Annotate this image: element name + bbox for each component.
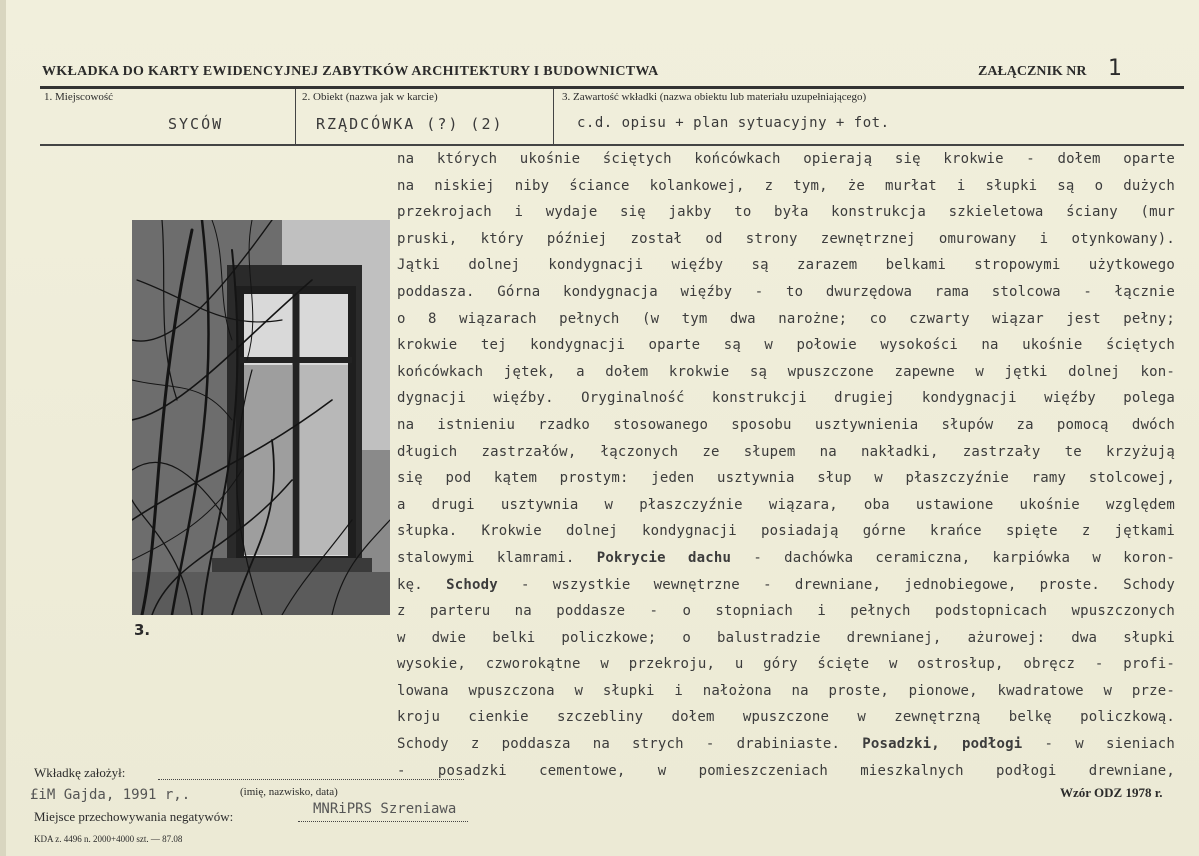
text-segment: pruski, który później został od strony zewnętrznej omurowany i otynkowany).: [397, 230, 1175, 247]
text-segment: Jątki dolnej kondygnacji więźby są zarazem belkami stropowymi użytkowego: [397, 257, 1175, 274]
text-line: [397, 146, 1175, 173]
pattern-label: Wzór ODZ 1978 r.: [1060, 785, 1163, 800]
field-divider: [295, 89, 296, 144]
founded-label: Wkładkę założył:: [34, 765, 126, 780]
text-line: [397, 439, 1175, 466]
content-label: 3. Zawartość wkładki (nazwa obiektu lub materiału uzupełniającego): [562, 91, 867, 103]
text-segment: - wszystkie wewnętrzne - drewniane, jednobiegowe, proste. Schody: [497, 576, 1176, 593]
text-segment: - dachówka ceramiczna, karpiówka w koron-: [731, 549, 1175, 566]
attachment-label: ZAŁĄCZNIK NR: [978, 64, 1087, 79]
text-line: [397, 598, 1175, 625]
content-value: c.d. opisu + plan sytuacyjny + fot.: [577, 115, 890, 131]
text-segment: dygnacji więźby. Oryginalność konstrukcji drugiej kondygnacji więźby polega: [397, 390, 1175, 407]
text-line: [397, 704, 1175, 731]
text-line: [397, 252, 1175, 279]
field-divider: [553, 89, 554, 144]
text-segment: o 8 wiązarach pełnych (w tym dwa narożne; co czwarty wiązar jest pełny;: [397, 310, 1175, 327]
locality-value: SYCÓW: [168, 115, 224, 133]
text-segment: w dwie belki policzkowe; o balustradzie drewnianej, ażurowej: dwa słupki: [397, 629, 1175, 646]
text-line: [397, 625, 1175, 652]
text-line: [397, 412, 1175, 439]
storage-label: Miejsce przechowywania negatywów:: [34, 809, 234, 824]
text-segment: - w sieniach: [1022, 736, 1175, 753]
text-line: [397, 678, 1175, 705]
object-label: 2. Obiekt (nazwa jak w karcie): [302, 91, 438, 103]
text-line: [397, 545, 1175, 572]
founded-value: £iM Gajda, 1991 r,.: [30, 787, 191, 803]
text-segment: długich zastrzałów, łączonych ze słupem na nakładki, zastrzały te krzyżują: [397, 443, 1175, 460]
section-heading: Pokrycie dachu: [596, 549, 732, 566]
text-segment: a drugi usztywnia w płaszczyźnie wiązara, oba ustawione ukośnie względem: [397, 496, 1175, 513]
text-line: [397, 279, 1175, 306]
text-segment: wysokie, czworokątne w przekroju, u góry ścięte w ostrosłup, obręcz - profi-: [397, 656, 1175, 673]
text-segment: na których ukośnie ściętych końcówkach opierają się krokwie - dołem oparte: [397, 151, 1175, 167]
attachment-number: 1: [1108, 56, 1122, 81]
text-line: [397, 173, 1175, 200]
header-rule: [40, 86, 1184, 89]
text-line: [397, 492, 1175, 519]
text-line: [397, 465, 1175, 492]
text-segment: na niskiej niby ściance kolankowej, z tym, że murłat i słupki są o dużych: [397, 177, 1175, 194]
building-window-photo: [132, 220, 390, 615]
description-text: [397, 146, 1175, 784]
text-line: [397, 306, 1175, 333]
locality-label: 1. Miejscowość: [44, 91, 114, 103]
text-segment: na istnieniu rzadko stosowanego sposobu usztywnienia słupów za pomocą dwóch: [397, 416, 1175, 433]
form-title: WKŁADKA DO KARTY EWIDENCYJNEJ ZABYTKÓW ARCHITEKTURY I BUDOWNICTWA: [42, 64, 659, 79]
text-line: [397, 199, 1175, 226]
text-line: [397, 385, 1175, 412]
founded-line: [158, 779, 464, 780]
text-segment: słupka. Krokwie dolnej kondygnacji posiadają górne krańce spięte z jętkami: [397, 523, 1175, 540]
text-line: [397, 758, 1175, 785]
text-segment: kroju cienkie szczebliny dołem wpuszczone w zewnętrzną belkę policzkową.: [397, 709, 1175, 726]
text-segment: się pod kątem prostym: jeden usztywnia słup w płaszczyźnie ramy stolcowej,: [397, 470, 1175, 487]
text-segment: końcówkach jętek, a dołem krokwie są wpuszczone zapewne w jętki dolnej kon-: [397, 363, 1175, 380]
storage-line: [298, 821, 468, 822]
text-line: [397, 572, 1175, 599]
photo-number: 3.: [134, 621, 151, 639]
print-info: KDA z. 4496 n. 2000+4000 szt. — 87.08: [34, 834, 183, 844]
text-segment: - posadzki cementowe, w pomieszczeniach mieszkalnych podłogi drewniane,: [397, 762, 1175, 779]
text-segment: stalowymi klamrami.: [397, 549, 597, 566]
text-line: [397, 651, 1175, 678]
section-heading: Posadzki, podłogi: [862, 736, 1023, 753]
storage-value: MNRiPRS Szreniawa: [313, 801, 457, 817]
text-line: [397, 731, 1175, 758]
text-segment: kę.: [397, 576, 447, 593]
text-segment: krokwie tej kondygnacji oparte są w połowie wysokości na ukośnie ściętych: [397, 337, 1175, 354]
text-segment: przekrojach i wydaje się jakby to była konstrukcja szkieletowa ściany (mur: [397, 204, 1175, 221]
text-line: [397, 518, 1175, 545]
paper-edge: [0, 0, 6, 856]
section-heading: Schody: [446, 576, 498, 593]
founded-hint: (imię, nazwisko, data): [240, 786, 338, 798]
text-line: [397, 226, 1175, 253]
text-segment: poddasza. Górna kondygnacja więźby - to dwurzędowa rama stolcowa - łącznie: [397, 283, 1175, 300]
object-value: RZĄDCÓWKA (?) (2): [316, 115, 504, 133]
text-line: [397, 359, 1175, 386]
text-segment: lowana wpuszczona w słupki i nałożona na proste, pionowe, kwadratowe w prze-: [397, 682, 1175, 699]
text-segment: z parteru na poddasze - o stopniach i pełnych podstopnicach wpuszczonych: [397, 603, 1175, 620]
text-line: [397, 332, 1175, 359]
text-segment: Schody z poddasza na strych - drabiniaste.: [397, 736, 863, 753]
